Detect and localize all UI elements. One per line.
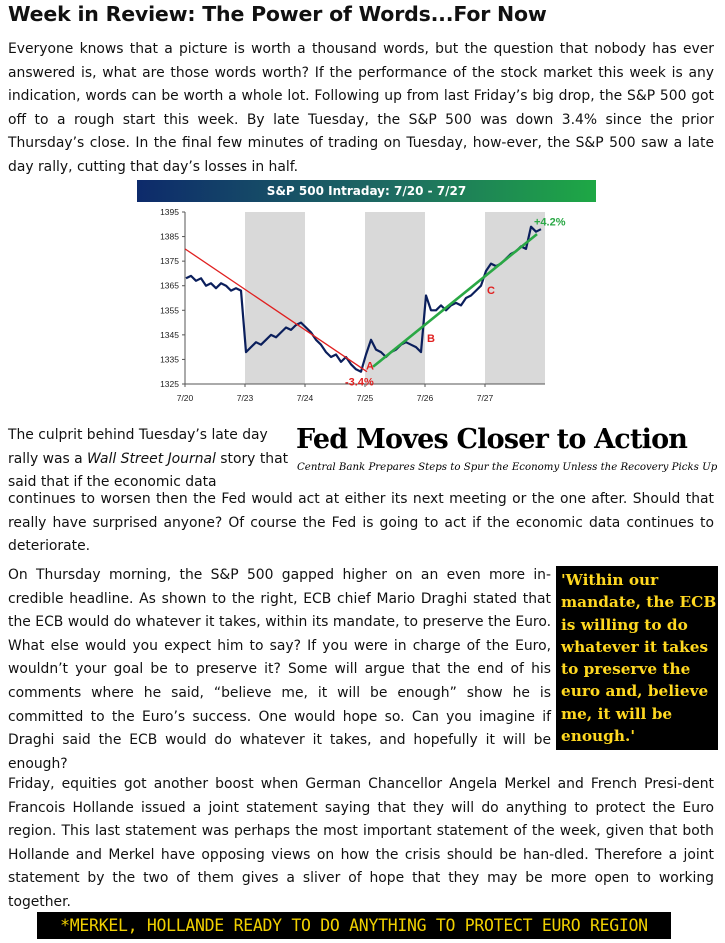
paragraph-culprit-continued: continues to worsen then the Fed would act at either its next meeting or the one after. Should that really have surprised anyone? Of course the Fed is going to act if the economic data continues to deteriorate. bbox=[8, 491, 714, 555]
chart-annotation: B bbox=[427, 333, 435, 346]
sp500-intraday-chart bbox=[137, 202, 596, 408]
chart-title: S&P 500 Intraday: 7/20 - 7/27 bbox=[137, 180, 596, 202]
shaded-day-7-25 bbox=[365, 212, 425, 384]
paragraph-draghi: On Thursday morning, the S&P 500 gapped higher on an even more in-credible headline. As shown to the right, ECB chief Mario Draghi stated that the ECB would do whatever it takes, within its mandate, to preserve the Euro. What else would you expect him to say? If you were in charge of the Euro, wouldn’t your goal be to preserve it? Some will argue that the end of his comments where he said, “believe me, it will be enough” show he is committed to the Euro’s success. One would hope so. Can you imagine if Draghi said the ECB would do whatever it takes, and hopefully it will be enough? bbox=[8, 567, 551, 772]
y-tick-label: 1395 bbox=[160, 207, 179, 217]
y-tick-label: 1355 bbox=[160, 305, 179, 316]
shaded-day-7-27 bbox=[485, 212, 545, 384]
shaded-day-7-23 bbox=[245, 212, 305, 384]
paragraph-merkel-hollande: Friday, equities got another boost when German Chancellor Angela Merkel and French Presi-dent Francois Hollande issued a joint statement saying that they will do anything to protect the Euro region. This last statement was perhaps the most important statement of the week, given that both Hollande and Merkel have opposing views on how the crisis should be han-dled. Therefore a joint statement by the two of them gives a sliver of hope that they may be more open to working together. bbox=[8, 776, 714, 910]
y-tick-label: 1325 bbox=[160, 379, 179, 389]
x-tick-label: 7/26 bbox=[416, 393, 434, 403]
paragraph-intro: Everyone knows that a picture is worth a thousand words, but the question that nobody has ever answered is, what are those words worth? If the performance of the stock market this week is any indication, words can be worth a whole lot. Following up from last Friday’s big drop, the S&P 500 got off to a rough start this week. By late Tuesday, the S&P 500 was down 3.4% since the prior Thursday’s close. In the final few minutes of trading on Tuesday, how-ever, the S&P 500 saw a late day rally, cutting that day’s losses in half. bbox=[8, 41, 714, 175]
x-tick-label: 7/25 bbox=[356, 393, 374, 403]
paragraph-culprit-part2: story that said that if the economic data bbox=[8, 450, 289, 491]
newspaper-headline: Fed Moves Closer to Action bbox=[296, 424, 688, 455]
chart-annotation: -3.4% bbox=[345, 376, 374, 389]
y-tick-label: 1375 bbox=[160, 256, 179, 267]
newspaper-subheadline: Central Bank Prepares Steps to Spur the Economy Unless the Recovery Picks Up bbox=[297, 462, 718, 473]
chart-annotation: +4.2% bbox=[534, 216, 566, 229]
news-ticker: *MERKEL, HOLLANDE READY TO DO ANYTHING TO PROTECT EURO REGION bbox=[37, 912, 671, 939]
paragraph-culprit bbox=[8, 424, 292, 495]
draghi-quote-box: 'Within our mandate, the ECB is willing to do whatever it takes to preserve the euro and, believe me, it will be enough.' bbox=[556, 566, 718, 750]
article-title: Week in Review: The Power of Words...For Now bbox=[8, 2, 547, 26]
y-tick-label: 1365 bbox=[160, 280, 179, 291]
x-tick-label: 7/24 bbox=[296, 393, 314, 403]
x-tick-label: 7/23 bbox=[236, 393, 254, 403]
paragraph-culprit-italic: Wall Street Journal bbox=[87, 450, 216, 467]
chart-annotation: A bbox=[366, 360, 374, 373]
chart-annotation: C bbox=[487, 285, 495, 297]
x-tick-label: 7/20 bbox=[176, 393, 194, 403]
y-tick-label: 1385 bbox=[160, 231, 179, 242]
y-tick-label: 1345 bbox=[160, 329, 179, 340]
paragraph-culprit-part1: The culprit behind Tuesday’s late day rally was a bbox=[8, 427, 268, 467]
x-tick-label: 7/27 bbox=[476, 393, 494, 403]
y-tick-label: 1335 bbox=[160, 354, 179, 365]
